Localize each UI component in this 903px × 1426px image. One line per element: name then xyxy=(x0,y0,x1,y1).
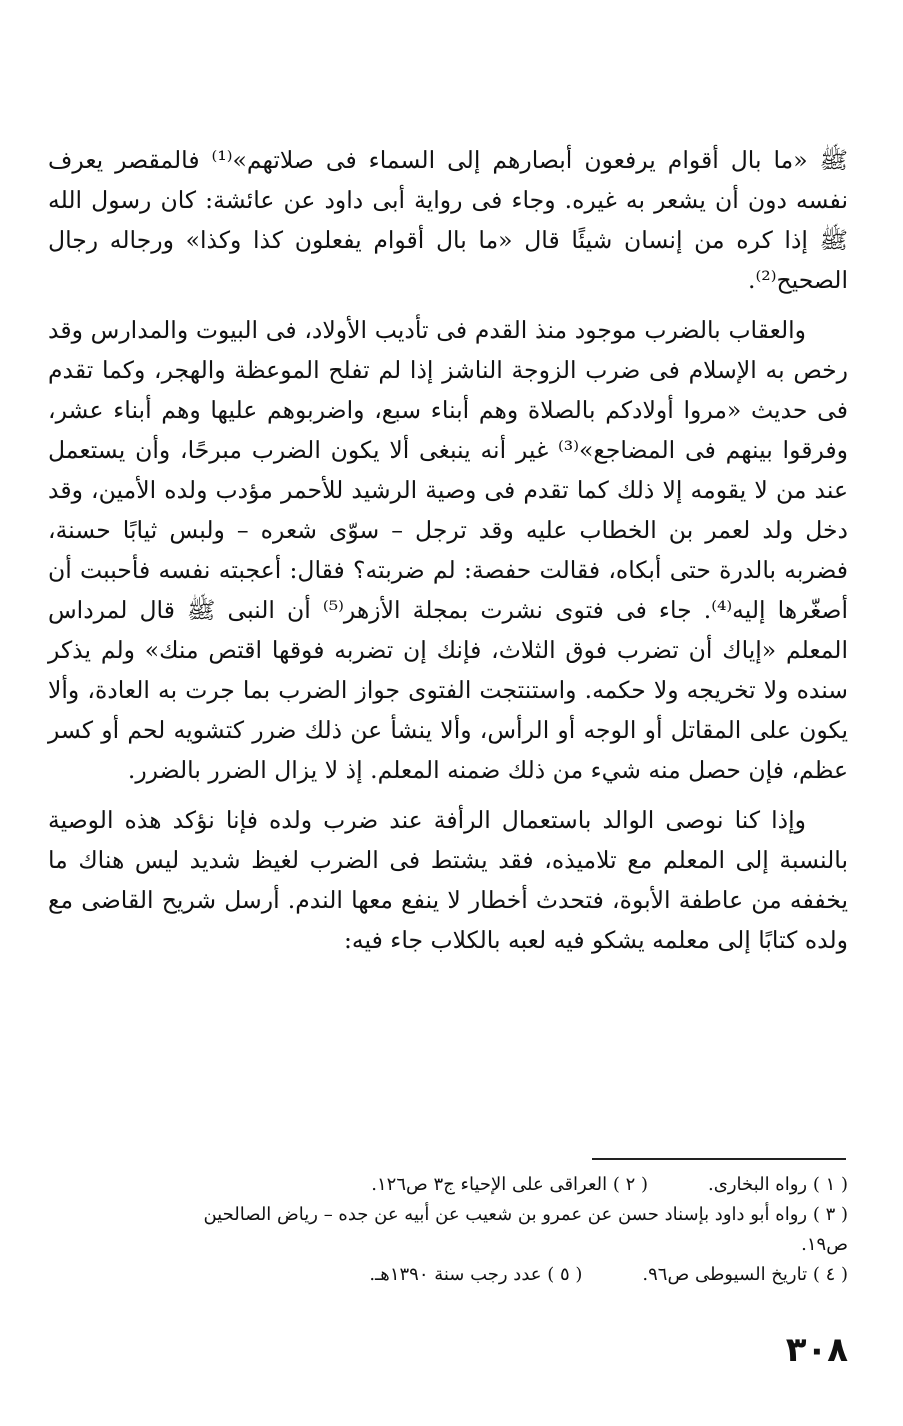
footnotes xyxy=(48,1170,848,1290)
footnote-divider xyxy=(592,1158,846,1160)
footnote-1: ( ١ ) رواه البخارى. xyxy=(708,1174,848,1195)
paragraph-3: وإذا كنا نوصى الوالد باستعمال الرأفة عند ضرب ولده فإنا نؤكد هذه الوصية بالنسبة إلى المعلم مع تلاميذه، فقد يشتط فى الضرب لغيظ شديد ليس هناك ما يخففه من عاطفة الأبوة، فتحدث أخطار لا ينفع معها الندم. أرسل شريح القاضى مع ولده كتابًا إلى معلمه يشكو فيه لعبه بالكلاب جاء فيه: xyxy=(48,806,848,954)
paragraph-2: والعقاب بالضرب موجود منذ القدم فى تأديب الأولاد، فى البيوت والمدارس وقد رخص به الإسلام فى ضرب الزوجة الناشز إذا لم تفلح الموعظة والهجر، وكما تقدم فى حديث «مروا أولادكم بالصلاة وهم أبناء سبع، واضربوهم عليها وهم أبناء عشر، وفرقوا بينهم فى المضاجع»⁽³⁾ غير أنه ينبغى ألا يكون الضرب مبرحًا، وأن يستعمل عند من لا يقومه إلا ذلك كما تقدم فى وصية الرشيد للأحمر مؤدب ولده الأمين، وقد دخل ولد لعمر بن الخطاب عليه وقد ترجل – سوّى شعره – ولبس ثيابًا حسنة، فضربه بالدرة حتى أبكاه، فقالت حفصة: لم ضربته؟ فقال: أعجبته نفسه فأحببت أن أصغّرها إليه⁽⁴⁾. جاء فى فتوى نشرت بمجلة الأزهر⁽⁵⁾ أن النبى ﷺ قال لمرداس المعلم «إياك أن تضرب فوق الثلاث، فإنك إن تضربه فوقها اقتص منك» ولم يذكر سنده ولا تخريجه ولا حكمه. واستنتجت الفتوى جواز الضرب بما جرت به العادة، وألا يكون على المقاتل أو الوجه أو الرأس، وألا ينشأ عن ذلك ضرر كتشويه لحم أو كسر عظم، فإن حصل منه شيء من ذلك ضمنه المعلم. إذ لا يزال الضرر بالضرر. xyxy=(48,316,848,784)
footnote-row-2 xyxy=(48,1260,848,1290)
footnote-3: ( ٣ ) رواه أبو داود بإسناد حسن عن عمرو بن شعيب عن أبيه عن جده – رياض الصالحين xyxy=(203,1204,848,1225)
page-number: ٣٠٨ xyxy=(785,1330,848,1370)
body-text xyxy=(48,140,848,970)
footnote-3-continued: ص١٩. xyxy=(801,1234,848,1255)
footnote-row-1 xyxy=(48,1170,848,1200)
footnote-4: ( ٤ ) تاريخ السيوطى ص٩٦. xyxy=(642,1264,848,1285)
footnote-2: ( ٢ ) العراقى على الإحياء ج٣ ص١٢٦. xyxy=(371,1174,649,1195)
footnote-5: ( ٥ ) عدد رجب سنة ١٣٩٠هـ. xyxy=(369,1264,583,1285)
paragraph-1: ﷺ «ما بال أقوام يرفعون أبصارهم إلى السماء فى صلاتهم»⁽¹⁾ فالمقصر يعرف نفسه دون أن يشعر به غيره. وجاء فى رواية أبى داود عن عائشة: كان رسول الله ﷺ إذا كره من إنسان شيئًا قال «ما بال أقوام يفعلون كذا وكذا» ورجاله رجال الصحيح⁽²⁾. xyxy=(48,146,848,294)
